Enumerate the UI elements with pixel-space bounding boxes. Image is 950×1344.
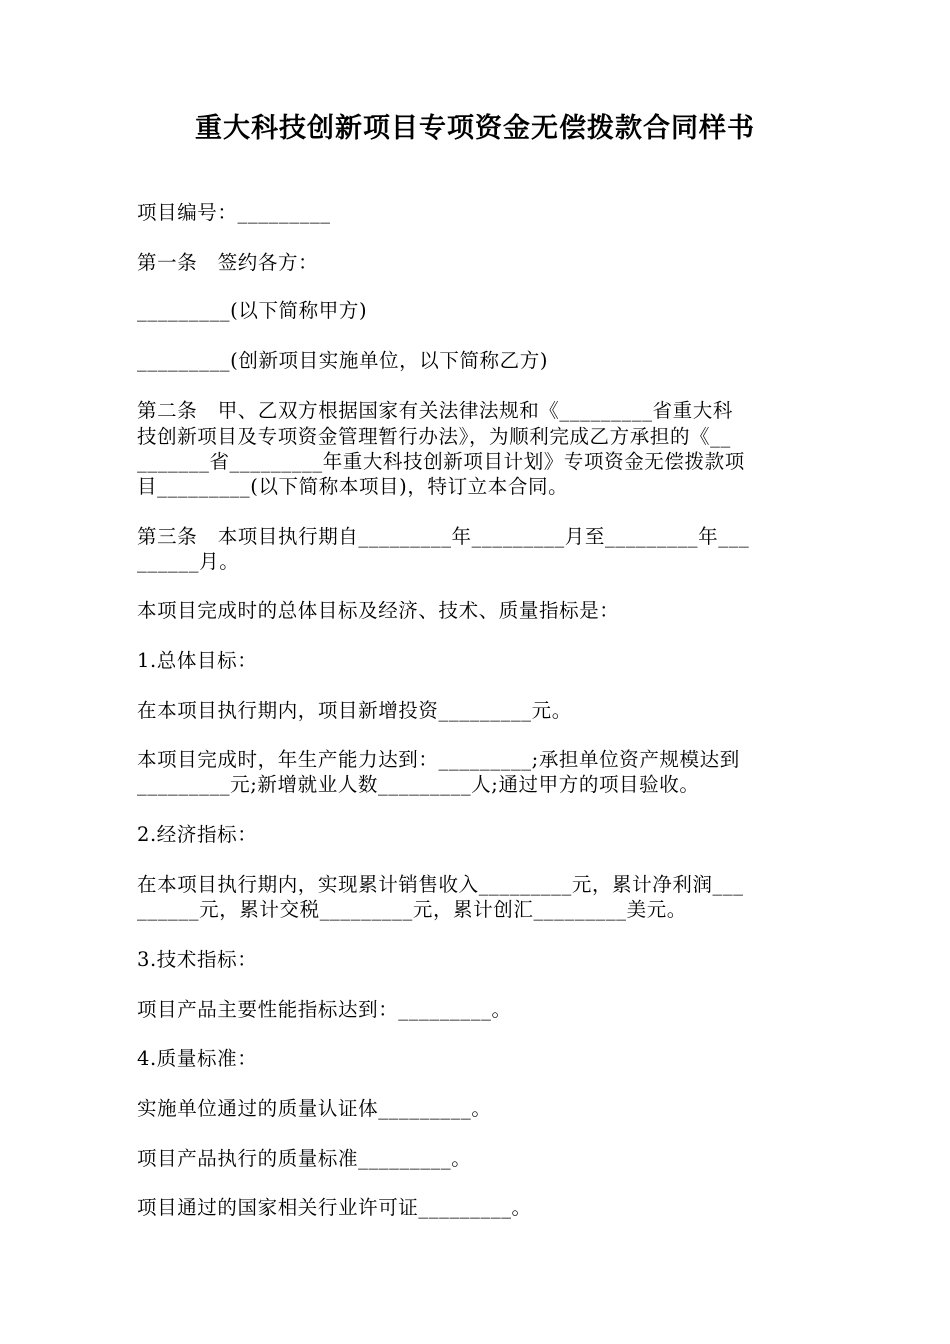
article-3-line-2: ______月。 xyxy=(137,550,240,573)
section-3-heading: 3.技术指标： xyxy=(137,948,258,971)
party-a-line: _________(以下简称甲方) xyxy=(137,299,368,322)
objectives-intro: 本项目完成时的总体目标及经济、技术、质量指标是： xyxy=(137,599,620,622)
section-4-heading: 4.质量标准： xyxy=(137,1047,258,1070)
capacity-line-2: _________元;新增就业人数_________人;通过甲方的项目验收。 xyxy=(137,773,700,796)
investment-line: 在本项目执行期内，项目新增投资_________元。 xyxy=(137,699,572,722)
document-title: 重大科技创新项目专项资金无偿拨款合同样书 xyxy=(195,113,755,144)
article-2-line-2: 技创新项目及专项资金管理暂行办法》，为顺利完成乙方承担的《__ xyxy=(137,425,731,448)
section-1-heading: 1.总体目标： xyxy=(137,649,258,672)
quality-standard-line: 项目产品执行的质量标准_________。 xyxy=(137,1147,472,1170)
economic-line-1: 在本项目执行期内，实现累计销售收入_________元，累计净利润___ xyxy=(137,873,744,896)
article-2-line-1: 第二条 甲、乙双方根据国家有关法律法规和《_________省重大科 xyxy=(137,399,733,422)
license-line: 项目通过的国家相关行业许可证_________。 xyxy=(137,1196,532,1219)
quality-cert-line: 实施单位通过的质量认证体_________。 xyxy=(137,1097,492,1120)
economic-line-2: ______元，累计交税_________元，累计创汇_________美元。 xyxy=(137,898,687,921)
article-2-line-4: 目_________(以下简称本项目)，特订立本合同。 xyxy=(137,475,569,498)
party-b-line: _________(创新项目实施单位，以下简称乙方) xyxy=(137,349,549,372)
section-2-heading: 2.经济指标： xyxy=(137,823,258,846)
article-2-line-3: _______省_________年重大科技创新项目计划》专项资金无偿拨款项 xyxy=(137,450,745,473)
article-1-heading: 第一条 签约各方： xyxy=(137,251,319,274)
technical-line: 项目产品主要性能指标达到：_________。 xyxy=(137,998,512,1021)
article-3-line-1: 第三条 本项目执行期自_________年_________月至_________年___ xyxy=(137,525,750,548)
project-number-line: 项目编号：_________ xyxy=(137,201,331,224)
capacity-line-1: 本项目完成时，年生产能力达到：_________;承担单位资产规模达到 xyxy=(137,748,740,771)
